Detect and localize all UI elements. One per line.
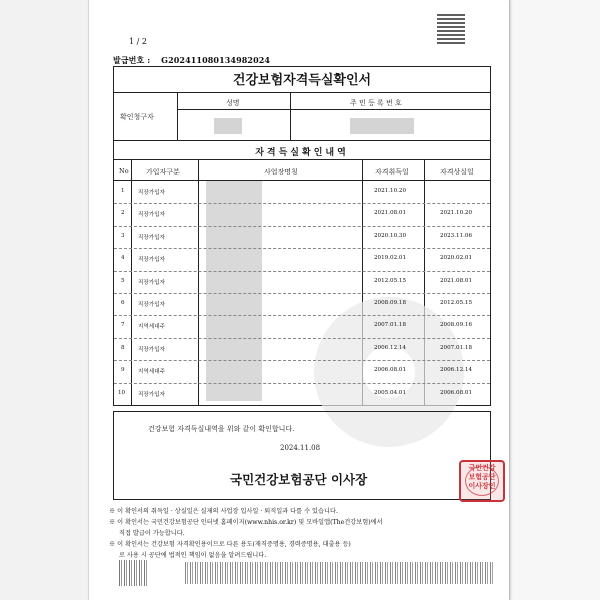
section-title: 자격득실확인내역: [255, 148, 349, 158]
row-number: 4: [121, 255, 125, 262]
divider: [177, 92, 178, 140]
row-acquired-date: 2020.10.30: [374, 232, 407, 239]
row-lost-date: 2007.01.18: [440, 344, 473, 351]
divider: [290, 92, 291, 140]
row-member-type: 직장가입자: [138, 302, 166, 308]
issuer-name: 국민건강보험공단 이사장: [230, 472, 368, 487]
row-member-type: 직장가입자: [138, 279, 166, 286]
row-lost-date: 2020.02.01: [440, 255, 473, 262]
row-acquired-date: 2006.12.14: [374, 344, 407, 351]
row-number: 3: [121, 232, 125, 239]
row-lost-date: 2008.09.16: [440, 322, 473, 329]
row-divider: [114, 203, 490, 204]
row-divider: [114, 248, 490, 249]
row-divider: [114, 338, 490, 339]
divider: [114, 159, 490, 160]
qr-code-icon: [437, 14, 465, 44]
row-acquired-date: 2005.04.01: [374, 389, 407, 396]
issue-number-value: G202411080134982024: [161, 55, 271, 65]
row-member-type: 지역세대주: [138, 324, 166, 331]
row-number: 5: [121, 277, 125, 284]
col-header-type: 가입자구분: [146, 168, 180, 176]
row-acquired-date: 2012.05.15: [374, 277, 407, 284]
issue-number-label: 발급번호 :: [113, 55, 151, 65]
redacted-workplace-names: [206, 181, 262, 401]
row-lost-date: 2006.08.01: [440, 389, 473, 396]
row-member-type: 직장가입자: [138, 212, 166, 219]
row-member-type: 지역세대주: [138, 369, 166, 376]
small-barcode: [119, 560, 147, 586]
row-lost-date: 2021.10.20: [440, 210, 473, 217]
col-header-lost: 자격상실일: [440, 168, 474, 176]
official-seal: [459, 460, 505, 502]
row-acquired-date: 2019.02.01: [374, 255, 407, 262]
row-acquired-date: 2007.01.18: [374, 322, 407, 329]
row-acquired-date: 2008.09.18: [374, 300, 407, 306]
row-divider: [114, 315, 490, 316]
footnote-1: ※ 이 확인서의 취득일 · 상실일은 실제의 사업장 입사일 · 퇴직일과 다를 수 있습니다.: [109, 508, 338, 515]
divider: [198, 159, 199, 405]
row-number: 2: [121, 210, 125, 217]
issue-number: [113, 55, 270, 66]
footnote-2: ※ 이 확인서는 국민건강보험공단 인터넷 홈페이지(www.nhis.or.kr) 및 모바일앱(The건강보험)에서: [109, 519, 383, 526]
footnote-3: 직접 발급이 가능합니다.: [119, 530, 185, 537]
col-header-no: No: [119, 167, 129, 175]
row-acquired-date: 2006.08.01: [374, 367, 407, 374]
divider: [114, 92, 490, 93]
row-divider: [114, 226, 490, 227]
document-barcode: [185, 562, 495, 584]
certificate-frame: [113, 66, 491, 406]
document-page: [88, 0, 510, 600]
footnote-4: ※ 이 확인서는 건강보험 자격확인용이므로 다른 용도(재직증명용, 경력증명용, 대출용 등): [109, 541, 351, 548]
row-divider: [114, 271, 490, 272]
col-header-workplace: 사업장명칭: [264, 168, 298, 176]
row-number: 6: [121, 300, 125, 306]
row-divider: [114, 293, 490, 294]
divider: [114, 180, 490, 181]
row-number: 8: [121, 344, 125, 351]
row-member-type: 직장가입자: [138, 190, 166, 196]
seal-text: 국민건강보험공단이사장인: [468, 464, 496, 490]
requester-label: 확인청구자: [120, 113, 154, 121]
row-acquired-date: 2021.10.20: [374, 188, 407, 194]
verification-code-block: [429, 4, 499, 48]
row-member-type: 직장가입자: [138, 391, 166, 398]
row-acquired-date: 2021.08.01: [374, 210, 407, 217]
row-number: 1: [121, 188, 125, 194]
row-member-type: 직장가입자: [138, 234, 166, 241]
row-member-type: 직장가입자: [138, 257, 166, 264]
row-number: 9: [121, 367, 125, 374]
row-number: 7: [121, 322, 125, 329]
divider: [131, 159, 132, 405]
confirmation-box: [113, 411, 491, 500]
rrn-header: 주 민 등 록 번 호: [350, 99, 402, 107]
col-header-acquired: 자격취득일: [375, 168, 409, 176]
page-indicator: 1 / 2: [129, 37, 147, 46]
row-lost-date: 2012.05.15: [440, 300, 473, 306]
row-number: 10: [118, 389, 126, 396]
row-divider: [114, 383, 490, 384]
row-lost-date: 2023.11.06: [440, 232, 473, 239]
confirm-text: 건강보험 자격득실내역을 위와 같이 확인합니다.: [148, 425, 295, 433]
name-header: 성명: [226, 99, 240, 107]
redacted-rrn: [350, 118, 414, 134]
footnote-5: 로 사용 시 공단에 법적인 책임이 없음을 알려드립니다.: [119, 552, 267, 559]
row-member-type: 직장가입자: [138, 346, 166, 353]
redacted-name: [214, 118, 242, 134]
row-divider: [114, 360, 490, 361]
confirm-date: 2024.11.08: [280, 444, 321, 452]
row-lost-date: 2021.08.01: [440, 277, 473, 284]
viewer-background: [510, 0, 600, 600]
divider: [114, 140, 490, 141]
row-lost-date: 2006.12.14: [440, 367, 473, 374]
document-title: 건강보험자격득실확인서: [232, 73, 372, 88]
divider: [177, 109, 490, 110]
